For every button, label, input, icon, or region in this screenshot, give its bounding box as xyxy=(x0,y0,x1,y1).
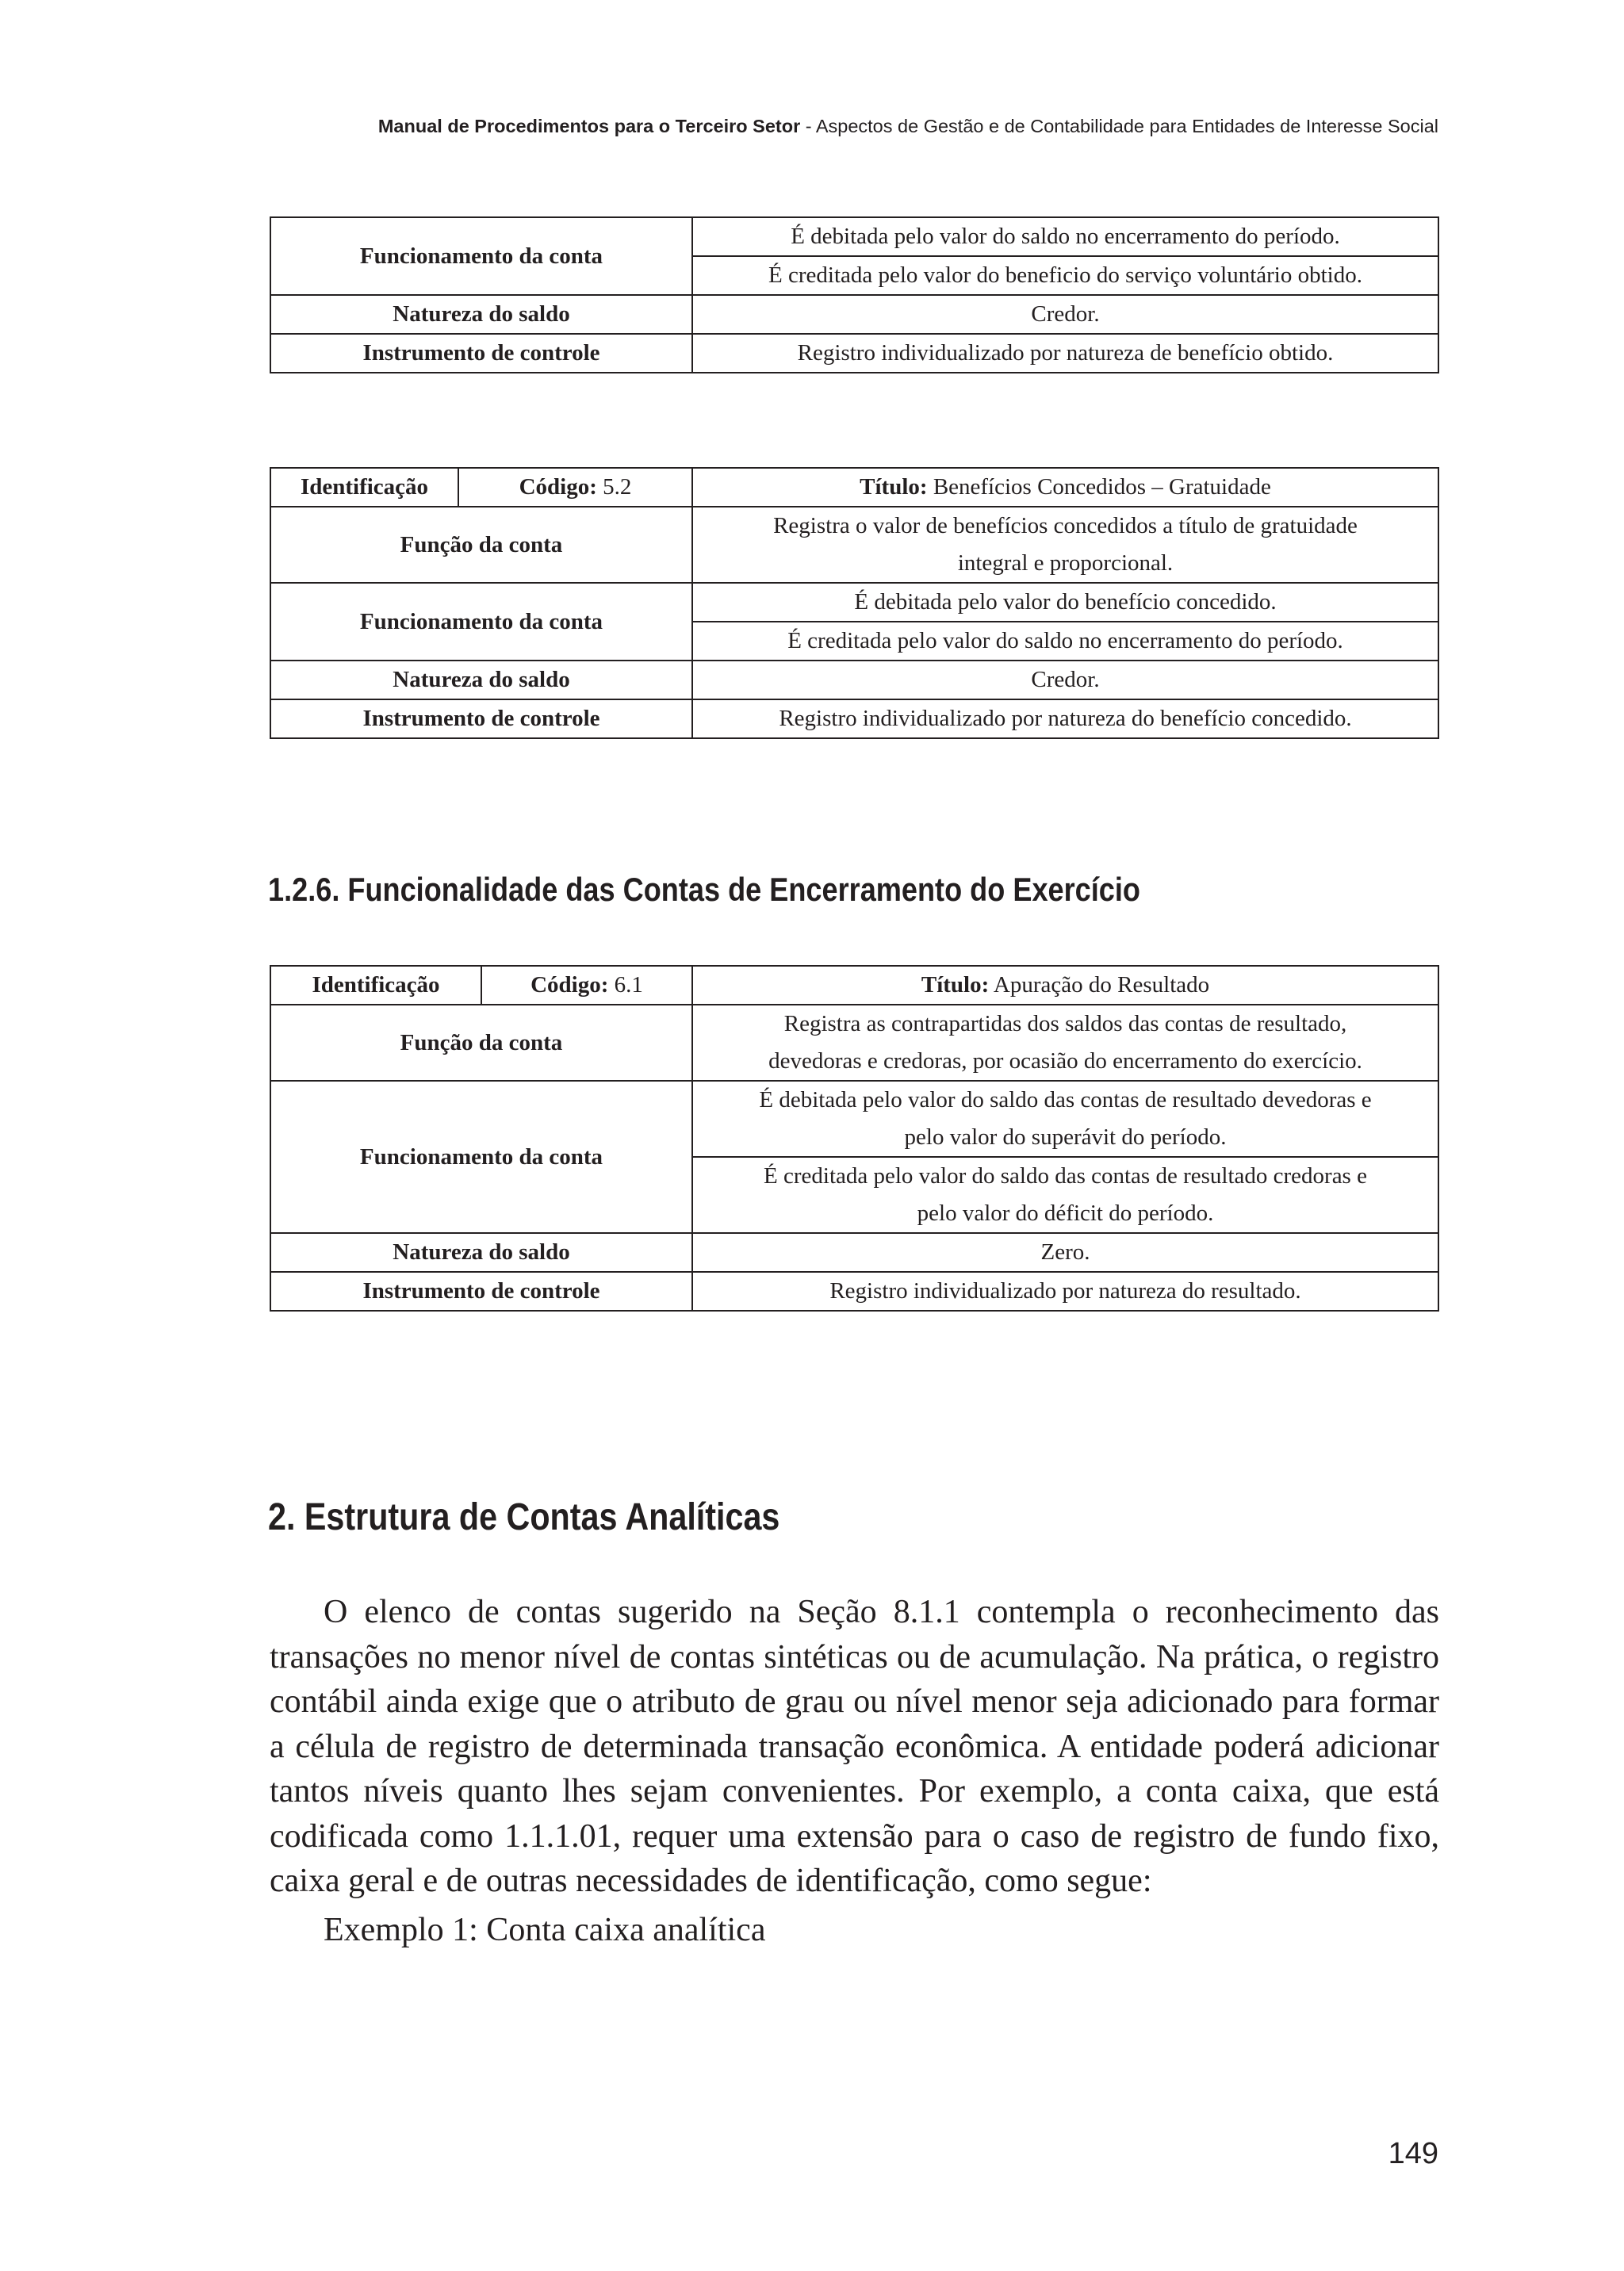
table-row xyxy=(270,334,1438,373)
running-header-title: Manual de Procedimentos para o Terceiro Setor xyxy=(377,116,801,136)
account-table-5-2 xyxy=(270,467,1439,739)
funcao-label: Função da conta xyxy=(270,1005,692,1081)
table-row xyxy=(270,217,1438,256)
titulo-value: Apuração do Resultado xyxy=(989,972,1210,998)
funcionamento-debit xyxy=(692,1081,1438,1157)
funcionamento-credit xyxy=(692,1157,1438,1233)
titulo-cell xyxy=(692,468,1438,507)
natureza-value: Credor. xyxy=(692,295,1438,334)
example-caption: Exemplo 1: Conta caixa analítica xyxy=(324,1912,766,1948)
instrumento-label: Instrumento de controle xyxy=(270,1272,692,1311)
funcionamento-credit-line-2: pelo valor do déficit do período. xyxy=(917,1201,1214,1226)
identificacao-label: Identificação xyxy=(270,468,458,507)
natureza-label: Natureza do saldo xyxy=(270,661,692,699)
titulo-label: Título: xyxy=(860,474,928,500)
funcionamento-debit-line-1: É debitada pelo valor do saldo das contas de resultado devedoras e xyxy=(759,1087,1372,1113)
table-row xyxy=(270,1005,1438,1081)
instrumento-label: Instrumento de controle xyxy=(270,334,692,373)
section-heading-2: 2. Estrutura de Contas Analíticas xyxy=(268,1496,780,1538)
codigo-cell xyxy=(458,468,692,507)
table-row xyxy=(270,1233,1438,1272)
funcao-value-line-2: integral e proporcional. xyxy=(957,550,1174,576)
page-number: 149 xyxy=(1388,2137,1438,2170)
running-header xyxy=(378,116,1438,137)
titulo-value: Benefícios Concedidos – Gratuidade xyxy=(927,474,1271,500)
section-heading-1-2-6: 1.2.6. Funcionalidade das Contas de Encerramento do Exercício xyxy=(268,871,1140,908)
funcionamento-debit: É debitada pelo valor do benefício concedido. xyxy=(692,583,1438,622)
table-row xyxy=(270,661,1438,699)
identificacao-label: Identificação xyxy=(270,966,481,1005)
instrumento-value: Registro individualizado por natureza de benefício obtido. xyxy=(692,334,1438,373)
table-row xyxy=(270,699,1438,738)
table-row xyxy=(270,295,1438,334)
funcionamento-credit-line-1: É creditada pelo valor do saldo das contas de resultado credoras e xyxy=(764,1163,1367,1189)
account-table-continuation xyxy=(270,216,1439,373)
titulo-label: Título: xyxy=(921,972,990,998)
account-table-6-1 xyxy=(270,965,1439,1312)
funcionamento-debit: É debitada pelo valor do saldo no encerramento do período. xyxy=(692,217,1438,256)
funcao-value-line-2: devedoras e credoras, por ocasião do encerramento do exercício. xyxy=(768,1048,1362,1074)
funcionamento-label: Funcionamento da conta xyxy=(270,217,692,295)
funcao-value-line-1: Registra o valor de benefícios concedidos a título de gratuidade xyxy=(773,513,1358,538)
funcionamento-credit: É creditada pelo valor do beneficio do serviço voluntário obtido. xyxy=(692,256,1438,295)
funcao-value-line-1: Registra as contrapartidas dos saldos das contas de resultado, xyxy=(783,1011,1347,1036)
funcao-label: Função da conta xyxy=(270,507,692,583)
body-paragraph: O elenco de contas sugerido na Seção 8.1.1 contempla o reconhecimento das transações no menor nível de contas sintéticas ou de acumulação. Na prática, o registro contábil ainda exige que o atributo de grau ou nível menor seja adicionado para formar a célula de registro de determinada transação econômica. A entidade poderá adicionar tantos níveis quanto lhes sejam convenientes. Por exemplo, a conta caixa, que está codificada como 1.1.1.01, requer uma extensão para o caso de registro de fundo fixo, caixa geral e de outras necessidades de identificação, como segue: xyxy=(270,1594,1439,1899)
funcionamento-label: Funcionamento da conta xyxy=(270,1081,692,1233)
instrumento-value: Registro individualizado por natureza do benefício concedido. xyxy=(692,699,1438,738)
codigo-label: Código: xyxy=(519,474,597,500)
natureza-value: Zero. xyxy=(692,1233,1438,1272)
table-row xyxy=(270,1272,1438,1311)
table-row xyxy=(270,583,1438,622)
natureza-value: Credor. xyxy=(692,661,1438,699)
codigo-value: 6.1 xyxy=(608,972,643,998)
funcao-value xyxy=(692,1005,1438,1081)
instrumento-label: Instrumento de controle xyxy=(270,699,692,738)
table-row xyxy=(270,468,1438,507)
running-header-subtitle: - Aspectos de Gestão e de Contabilidade para Entidades de Interesse Social xyxy=(800,116,1438,136)
funcionamento-label: Funcionamento da conta xyxy=(270,583,692,661)
natureza-label: Natureza do saldo xyxy=(270,295,692,334)
table-row xyxy=(270,1081,1438,1157)
titulo-cell xyxy=(692,966,1438,1005)
codigo-label: Código: xyxy=(530,972,609,998)
natureza-label: Natureza do saldo xyxy=(270,1233,692,1272)
funcionamento-credit: É creditada pelo valor do saldo no encerramento do período. xyxy=(692,622,1438,661)
table-row xyxy=(270,966,1438,1005)
table-row xyxy=(270,507,1438,583)
codigo-cell xyxy=(481,966,692,1005)
codigo-value: 5.2 xyxy=(596,474,632,500)
funcao-value xyxy=(692,507,1438,583)
instrumento-value: Registro individualizado por natureza do resultado. xyxy=(692,1272,1438,1311)
funcionamento-debit-line-2: pelo valor do superávit do período. xyxy=(904,1124,1227,1150)
